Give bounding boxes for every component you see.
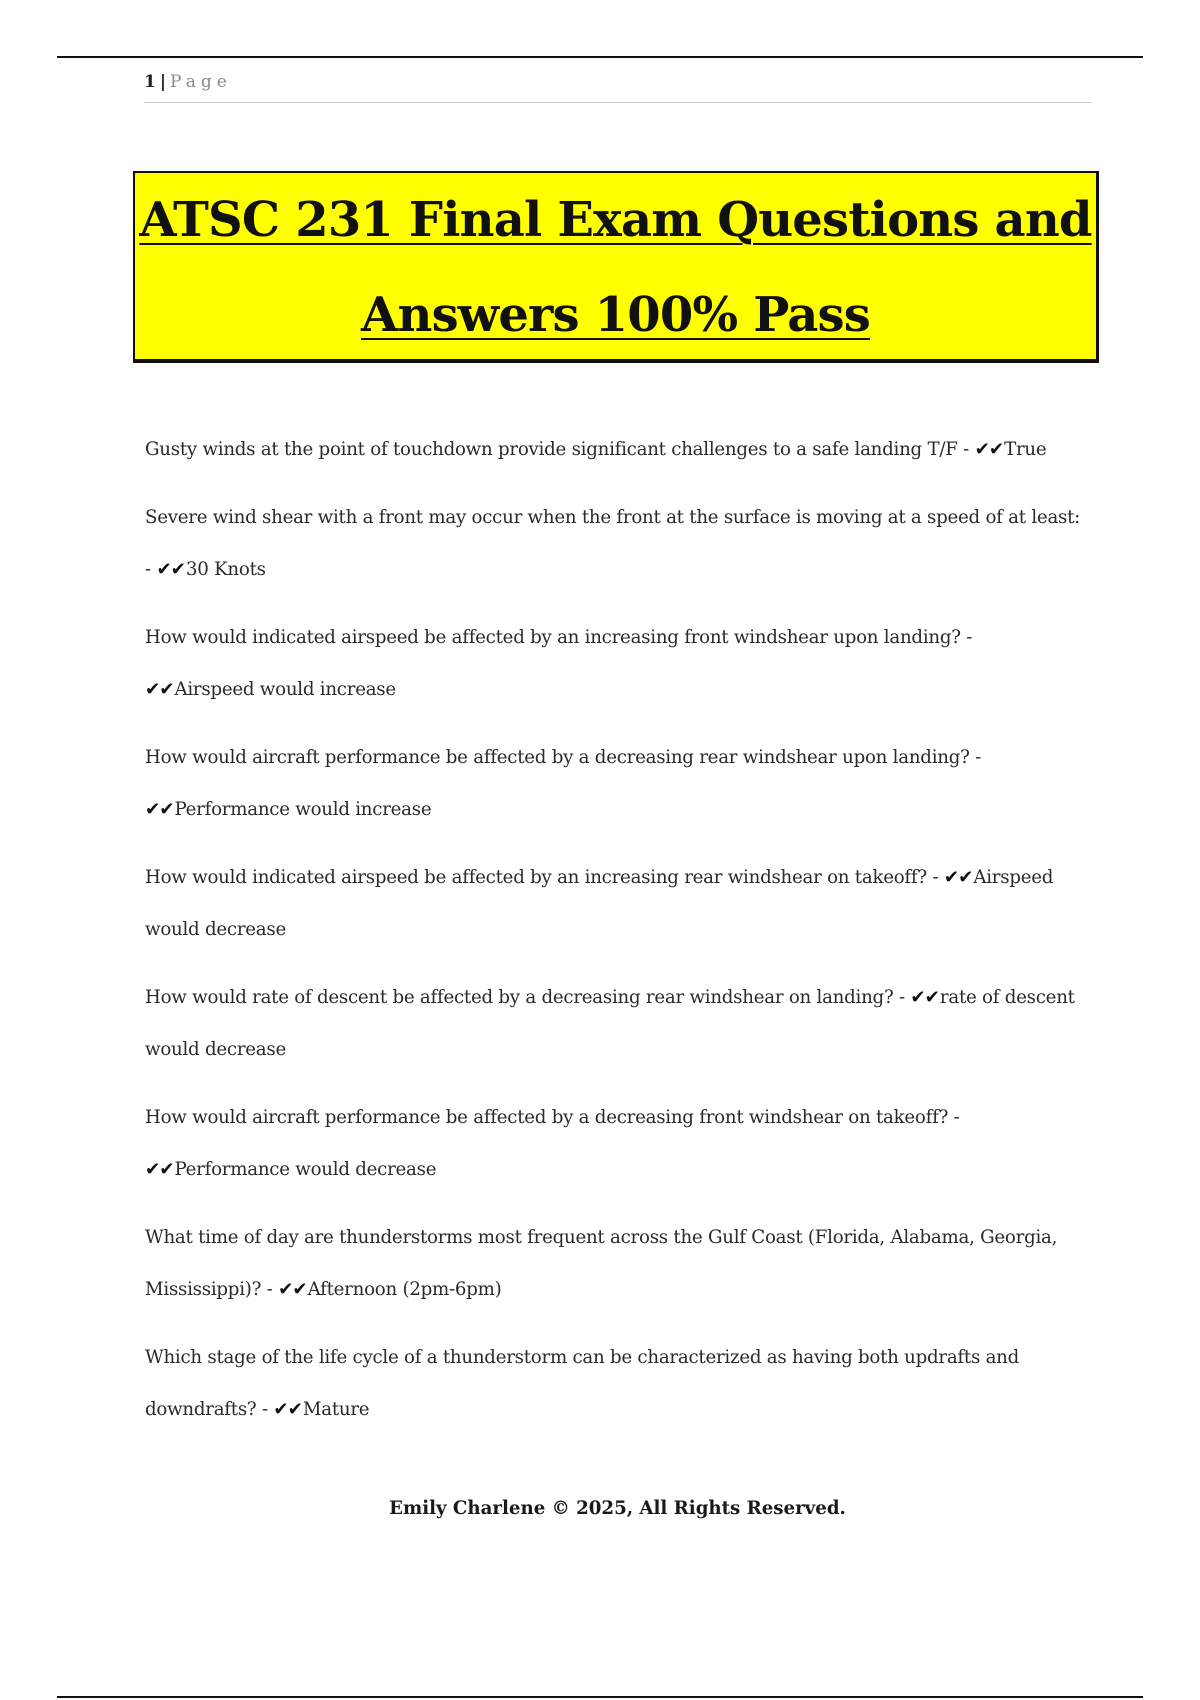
question-text: How would rate of descent be affected by a decreasing rear windshear on landing? - bbox=[145, 987, 911, 1008]
question-text: How would indicated airspeed be affected by an increasing rear windshear on takeoff? - bbox=[145, 867, 944, 888]
qa-item bbox=[145, 492, 1085, 596]
question-text: What time of day are thunderstorms most frequent across the Gulf Coast (Florida, Alabama, Georgia, Mississippi)? - bbox=[145, 1227, 1058, 1300]
qa-item bbox=[145, 612, 1085, 716]
document-title-line-2: Answers 100% Pass bbox=[361, 287, 870, 343]
page-bottom-rule bbox=[57, 1696, 1143, 1698]
qa-item bbox=[145, 852, 1085, 956]
qa-item bbox=[145, 972, 1085, 1076]
question-text: Which stage of the life cycle of a thunderstorm can be characterized as having both updrafts and downdrafts? - bbox=[145, 1347, 1020, 1420]
question-text: How would aircraft performance be affected by a decreasing rear windshear upon landing? - bbox=[145, 747, 982, 768]
page-label: Page bbox=[170, 72, 232, 92]
page-top-rule bbox=[57, 56, 1143, 58]
checkmark-icon: ✔✔ bbox=[273, 1399, 302, 1420]
document-title-line-1: ATSC 231 Final Exam Questions and bbox=[139, 192, 1092, 248]
qa-item bbox=[145, 732, 1085, 836]
answer-text: Airspeed would increase bbox=[174, 679, 396, 700]
title-banner bbox=[133, 171, 1099, 363]
checkmark-icon: ✔✔ bbox=[145, 1159, 174, 1180]
checkmark-icon: ✔✔ bbox=[278, 1279, 307, 1300]
question-text: Gusty winds at the point of touchdown provide significant challenges to a safe landing T/F - bbox=[145, 439, 975, 460]
checkmark-icon: ✔✔ bbox=[156, 559, 185, 580]
question-text: How would aircraft performance be affected by a decreasing front windshear on takeoff? - bbox=[145, 1107, 960, 1128]
page-separator: | bbox=[159, 72, 167, 92]
qa-list bbox=[145, 424, 1085, 1452]
checkmark-icon: ✔✔ bbox=[974, 439, 1004, 460]
qa-item bbox=[145, 424, 1085, 476]
answer-text: rate of descent would decrease bbox=[145, 987, 1075, 1060]
answer-text: Mature bbox=[302, 1399, 370, 1420]
checkmark-icon: ✔✔ bbox=[145, 799, 174, 820]
page-header bbox=[144, 72, 1092, 103]
answer-text: Performance would decrease bbox=[174, 1159, 437, 1180]
checkmark-icon: ✔✔ bbox=[943, 867, 973, 888]
checkmark-icon: ✔✔ bbox=[910, 987, 939, 1008]
answer-text: Airspeed would decrease bbox=[145, 867, 1054, 940]
qa-item bbox=[145, 1332, 1085, 1436]
answer-text: Afternoon (2pm-6pm) bbox=[307, 1279, 502, 1300]
question-text: Severe wind shear with a front may occur when the front at the surface is moving at a speed of at least: - bbox=[145, 507, 1081, 580]
qa-item bbox=[145, 1092, 1085, 1196]
qa-item bbox=[145, 1212, 1085, 1316]
page-number: 1 bbox=[144, 72, 156, 92]
answer-text: Performance would increase bbox=[174, 799, 432, 820]
checkmark-icon: ✔✔ bbox=[145, 679, 174, 700]
question-text: How would indicated airspeed be affected by an increasing front windshear upon landing? - bbox=[145, 627, 973, 648]
answer-text: True bbox=[1004, 439, 1047, 460]
answer-text: 30 Knots bbox=[185, 559, 266, 580]
copyright-footer: Emily Charlene © 2025, All Rights Reserved. bbox=[389, 1498, 846, 1519]
